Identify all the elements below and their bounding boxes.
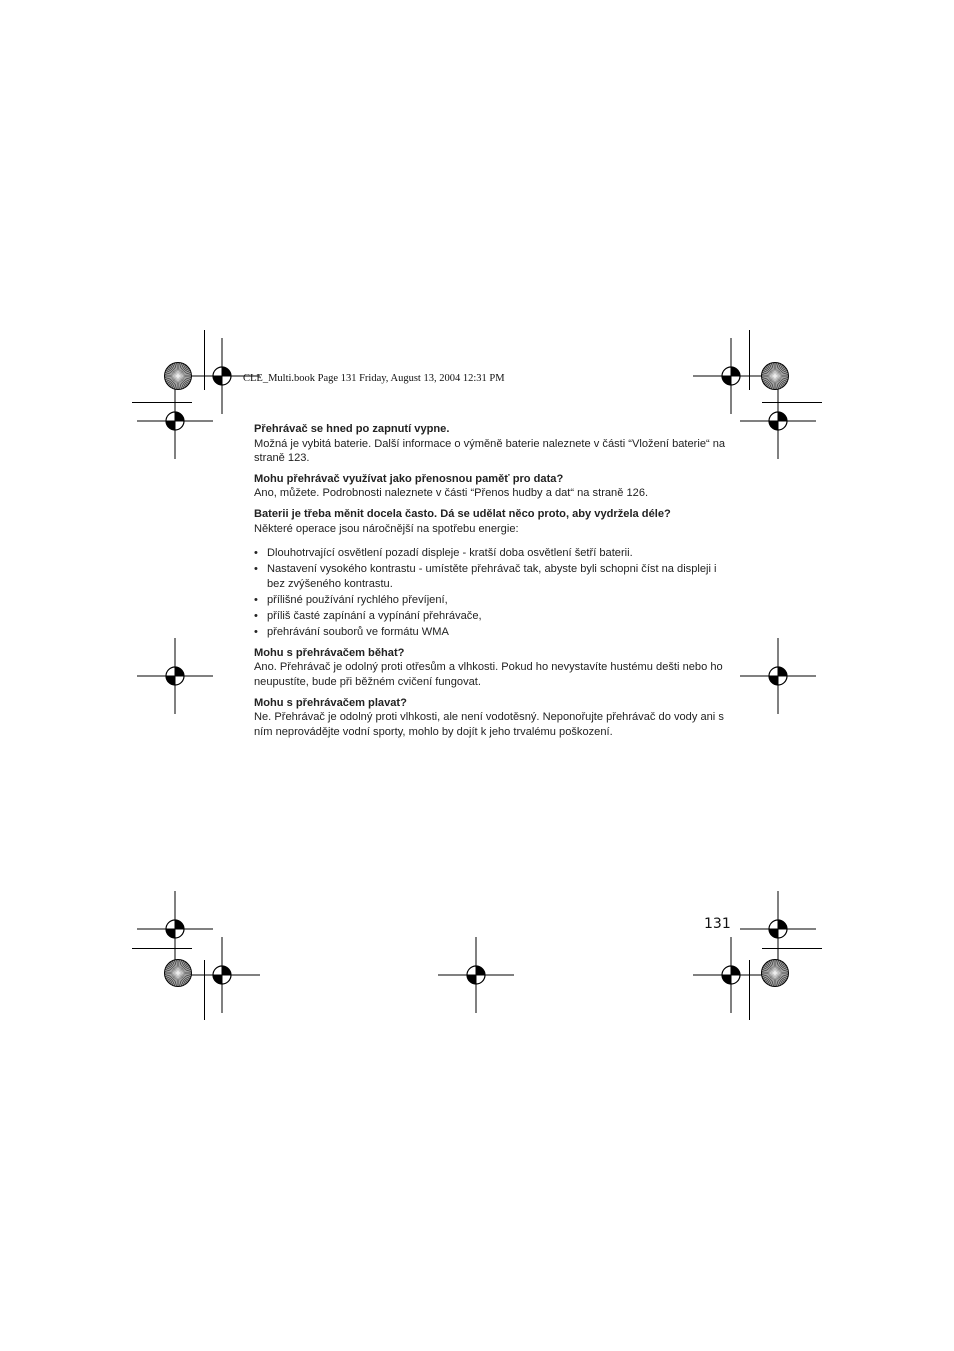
faq-item — [254, 472, 734, 501]
registration-crosshair-icon — [738, 636, 818, 716]
faq-section — [254, 422, 734, 745]
print-header: CLE_Multi.book Page 131 Friday, August 13, 2004 12:31 PM — [243, 373, 505, 384]
trim-mark — [204, 330, 205, 390]
trim-mark — [204, 960, 205, 1020]
bullet-item: • příliš časté zapínání a vypínání přehrávače, — [254, 609, 734, 624]
faq-answer: Některé operace jsou náročnější na spotřebu energie: — [254, 522, 519, 535]
trim-mark — [132, 948, 192, 949]
faq-item — [254, 646, 734, 690]
registration-crosshair-icon — [135, 636, 215, 716]
trim-mark — [762, 948, 822, 949]
trim-mark — [749, 960, 750, 1020]
faq-item — [254, 507, 734, 640]
faq-question: Mohu s přehrávačem plavat? — [254, 696, 407, 709]
registration-crosshair-icon — [135, 381, 215, 461]
starburst-icon — [760, 361, 790, 391]
starburst-icon — [163, 361, 193, 391]
registration-crosshair-icon — [182, 935, 262, 1015]
faq-answer: Ano. Přehrávač je odolný proti otřesům a vlhkosti. Pokud ho nevystavíte hustému dešti nebo ho neupustíte, bude při běžném cvičení fungovat. — [254, 661, 723, 688]
faq-question: Mohu přehrávač využívat jako přenosnou paměť pro data? — [254, 472, 564, 485]
starburst-icon — [163, 958, 193, 988]
faq-question: Přehrávač se hned po zapnutí vypne. — [254, 423, 450, 435]
bullet-item: • přílišné používání rychlého převíjení, — [254, 593, 734, 608]
trim-mark — [762, 402, 822, 403]
faq-answer: Ne. Přehrávač je odolný proti vlhkosti, ale není vodotěsný. Neponořujte přehrávač do vody ani s ním neprovádějte vodní sporty, mohlo by dojít k jeho trvalému poškození. — [254, 711, 724, 738]
trim-mark — [132, 402, 192, 403]
faq-item — [254, 422, 734, 466]
faq-answer: Možná je vybitá baterie. Další informace o výměně baterie naleznete v části “Vložení baterie“ na straně 123. — [254, 437, 726, 465]
starburst-icon — [760, 958, 790, 988]
faq-answer: Ano, můžete. Podrobnosti naleznete v části “Přenos hudby a dat“ na straně 126. — [254, 487, 649, 500]
bullet-list — [254, 546, 734, 640]
trim-mark — [749, 330, 750, 390]
faq-item — [254, 696, 734, 740]
faq-question: Mohu s přehrávačem běhat? — [254, 646, 405, 659]
faq-question: Baterii je třeba měnit docela často. Dá se udělat něco proto, aby vydržela déle? — [254, 507, 671, 520]
bullet-item: • Dlouhotrvající osvětlení pozadí displeje - kratší doba osvětlení šetří baterii. — [254, 546, 734, 561]
registration-crosshair-icon — [738, 381, 818, 461]
bullet-item: • přehrávání souborů ve formátu WMA — [254, 625, 734, 640]
bullet-item: • Nastavení vysokého kontrastu - umístěte přehrávač tak, abyste byli schopni číst na displeji i bez zvýšeného kontrastu. — [254, 562, 734, 591]
registration-crosshair-icon — [691, 935, 771, 1015]
registration-crosshair-icon — [436, 935, 516, 1015]
page-number: 131 — [704, 916, 731, 932]
